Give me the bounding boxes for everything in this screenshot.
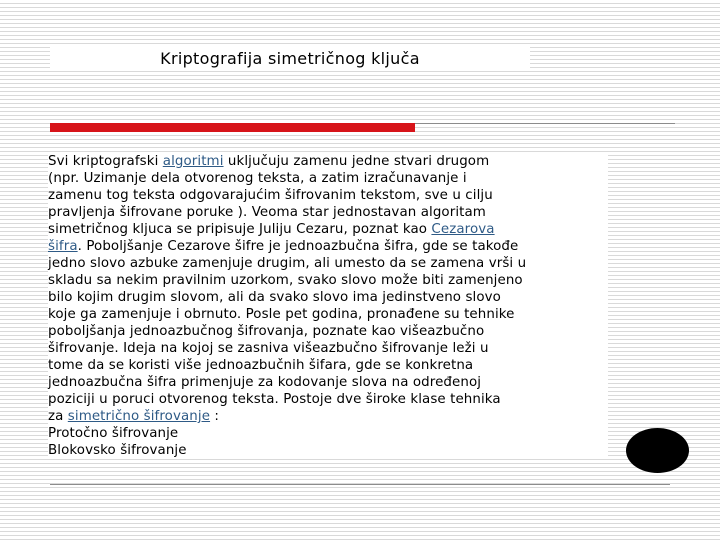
text-segment: pravljenja šifrovane poruke ). Veoma star jednostavan algoritam bbox=[48, 205, 486, 220]
text-line bbox=[48, 204, 608, 221]
text-line bbox=[48, 153, 608, 170]
accent-bar bbox=[50, 123, 415, 132]
inline-link[interactable]: algoritmi bbox=[162, 154, 224, 169]
text-line bbox=[48, 340, 608, 357]
body-text bbox=[48, 153, 608, 459]
text-segment: . Poboljšanje Cezarove šifre je jednoazbučna šifra, gde se takođe bbox=[77, 239, 519, 254]
text-line bbox=[48, 408, 608, 425]
text-line bbox=[48, 323, 608, 340]
text-segment: simetričnog kljuca se pripisuje Juliju Cezaru, poznat kao bbox=[48, 222, 432, 237]
text-segment: koje ga zamenjuje i obrnuto. Posle pet godina, pronađene su tehnike bbox=[48, 307, 515, 322]
bottom-divider-line bbox=[50, 484, 670, 485]
text-line bbox=[48, 442, 608, 459]
slide-title: Kriptografija simetričnog ključa bbox=[50, 47, 530, 70]
text-segment: (npr. Uzimanje dela otvorenog teksta, a zatim izračunavanje i bbox=[48, 171, 467, 186]
text-line bbox=[48, 238, 608, 255]
text-line bbox=[48, 221, 608, 238]
text-segment: Protočno šifrovanje bbox=[48, 426, 179, 441]
text-line bbox=[48, 425, 608, 442]
text-line bbox=[48, 391, 608, 408]
text-segment: skladu sa nekim pravilnim uzorkom, svako slovo može biti zamenjeno bbox=[48, 273, 523, 288]
text-line bbox=[48, 255, 608, 272]
text-segment: Svi kriptografski bbox=[48, 154, 163, 169]
text-segment: jednoazbučna šifra primenjuje za kodovanje slova na određenoj bbox=[48, 375, 482, 390]
text-segment: poboljšanja jednoazbučnog šifrovanja, poznate kao višeazbučno bbox=[48, 324, 485, 339]
text-segment: bilo kojim drugim slovom, ali da svako slovo ima jedinstveno slovo bbox=[48, 290, 501, 305]
text-segment: šifrovanje. Ideja na kojoj se zasniva višeazbučno šifrovanje leži u bbox=[48, 341, 489, 356]
text-segment: Blokovsko šifrovanje bbox=[48, 443, 187, 458]
text-segment: jedno slovo azbuke zamenjuje drugim, ali umesto da se zamena vrši u bbox=[48, 256, 527, 271]
text-segment: poziciji u poruci otvorenog teksta. Postoje dve široke klase tehnika bbox=[48, 392, 501, 407]
inline-link[interactable]: simetrično šifrovanje bbox=[67, 409, 211, 424]
text-segment: tome da se koristi više jednoazbučnih šifara, gde se konkretna bbox=[48, 358, 474, 373]
text-line bbox=[48, 374, 608, 391]
text-line bbox=[48, 357, 608, 374]
text-segment: za bbox=[48, 409, 68, 424]
text-segment: zamenu tog teksta odgovarajućim šifrovanim tekstom, sve u cilju bbox=[48, 188, 493, 203]
text-segment: : bbox=[210, 409, 220, 424]
text-line bbox=[48, 187, 608, 204]
text-line bbox=[48, 289, 608, 306]
text-line bbox=[48, 170, 608, 187]
text-line bbox=[48, 272, 608, 289]
text-segment: uključuju zamenu jedne stvari drugom bbox=[223, 154, 490, 169]
black-oval-shape bbox=[626, 428, 689, 473]
inline-link[interactable]: šifra bbox=[48, 239, 78, 254]
text-line bbox=[48, 306, 608, 323]
inline-link[interactable]: Cezarova bbox=[431, 222, 495, 237]
